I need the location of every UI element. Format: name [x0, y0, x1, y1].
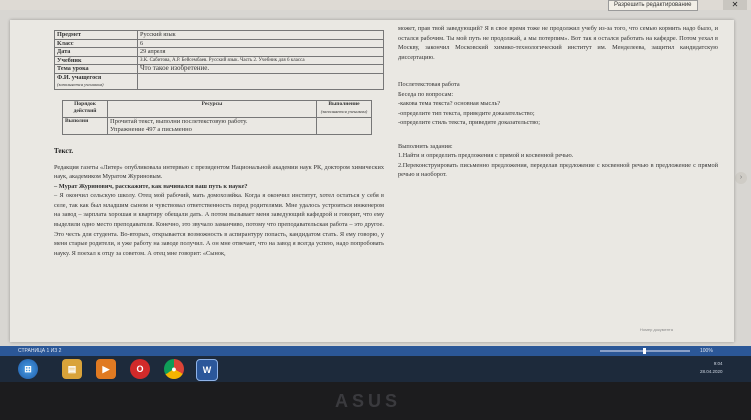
table-row: Класс 6 [55, 39, 384, 48]
windows-taskbar [0, 356, 751, 382]
document-page [10, 20, 734, 342]
lesson-info-table [54, 30, 384, 90]
start-orb-icon[interactable]: ⊞ [18, 359, 38, 379]
system-clock[interactable]: 9:04 28.04.2020 [700, 361, 723, 374]
media-player-icon[interactable]: ▶ [96, 359, 116, 379]
table-row: Дата 29 апреля [55, 48, 384, 57]
explorer-icon[interactable]: ▤ [62, 359, 82, 379]
task-table [62, 100, 372, 135]
status-bar [0, 346, 751, 356]
table-row: Предмет Русский язык [55, 31, 384, 40]
interview-continuation: может, прав твой заведующий? Я в свое время тоже не продолжил учебу из-за того, что семью кормить надо было, и остался рабочим. Ты мой путь не продолжай, а мы потерпим». Вот так я остался работать на кафедре. Потом уехал в Москву, закончил Московский химико-технологический институт им. Менделеева, защитил кандидатскую диссертацию. [398, 25, 718, 61]
table-header-row: Порядок действий Ресурсы Выполнение (заполняется учеником) [63, 100, 372, 117]
left-column [54, 30, 384, 258]
table-row: Тема урока Что такое изобретение. [55, 65, 384, 74]
enable-editing-button[interactable]: Разрешить редактирование [608, 0, 698, 11]
text-heading: Текст. [54, 146, 74, 155]
chrome-icon[interactable]: ● [164, 359, 184, 379]
laptop-bezel [0, 382, 751, 420]
page-counter[interactable]: СТРАНИЦА 1 ИЗ 2 [18, 348, 62, 354]
table-row: Учебник З.К. Сабитова, А.Р. Бейсембаев. Русский язык. Часть 2. Учебник для 6 класса [55, 56, 384, 65]
right-column [398, 24, 718, 180]
interview-text: Редакция газеты «Литер» опубликовала интервью с президентом Национальной академии наук РК, доктором химических наук, академиком Муратом Журиновым. – Мурат Журинович, расскажите, как начинался ваш путь к науке? – Я окончил сельскую школу. Отец мой рабочий, мать домохозяйка. Когда я окончил институт, хотел остаться у себя в селе, так как был младшим сыном и чувствовал ответственность перед родителями. Мне удалось устроиться инженером на завод – зарплата хорошая и квартиру обещали дать. А потом вызывает меня заведующий кафедрой и говорит, что ему выделили одно место преподавателя. Конечно, это звучало заманчиво, потому что преподавательская работа – это другое. Это честь для студента. Во-вторых, открывается возможность в аспирантуру попасть, кандидатом стать. Я ему говорю, у меня старые родители, я уже работу на заводе получил. А он мне отвечает, что на завод я всегда успею, надо попробовать науку. Я поехал к отцу за советом. А отец мне говорит: «Сынок, [54, 163, 384, 257]
opera-icon[interactable]: O [130, 359, 150, 379]
close-icon[interactable]: ✕ [723, 0, 747, 10]
assignments: Выполнить задания: 1.Найти и определить предложения с прямой и косвенной речью. 2.Переконструировать письменно предложения, переделав предложение с косвенной речью в предложение с прямой речью и наоборот. [398, 142, 718, 178]
reading-mode-topbar [0, 0, 751, 10]
page-number-label: Номер документа [640, 327, 673, 332]
zoom-level[interactable]: 100% [700, 348, 713, 354]
word-icon[interactable]: W [196, 359, 218, 381]
next-page-arrow-icon[interactable]: › [735, 172, 747, 184]
zoom-slider-handle[interactable] [643, 348, 646, 354]
post-text-work: Послетекстовая работа Беседа по вопросам: -какова тема текста? основная мысль? -определите тип текста, приведите доказательство; -определите стиль текста, приведите доказательство; [398, 81, 541, 126]
table-row: Выполни Прочитай текст, выполни послетекстовую работу. Упражнение 497 а письменно [63, 117, 372, 134]
table-row: Ф.И. учащегося (заполняется учеником) [55, 73, 384, 89]
brand-logo: ASUS [335, 391, 402, 411]
